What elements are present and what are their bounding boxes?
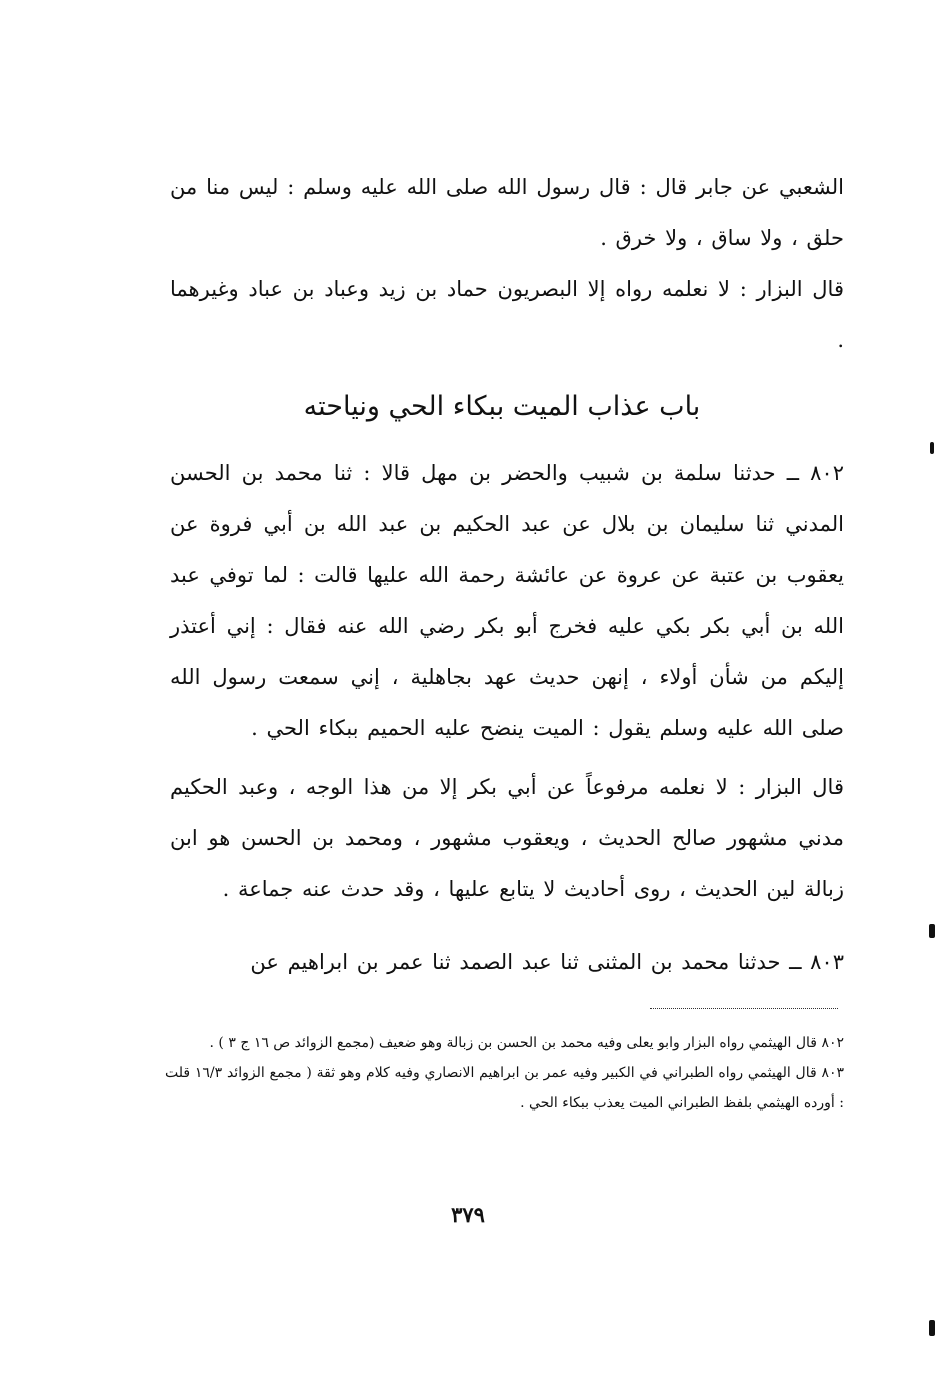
text-block-top xyxy=(170,162,844,366)
paragraph-hadith-803: ٨٠٣ ــ حدثنا محمد بن المثنى ثنا عبد الصمد ثنا عمر بن ابراهيم عن xyxy=(250,950,844,974)
footnote-802: ٨٠٢ قال الهيثمي رواه البزار وابو يعلى وفيه محمد بن الحسن بن زبالة وهو ضعيف (مجمع الزوائد ص ١٦ ج ٣ ) . xyxy=(209,1035,844,1051)
margin-mark-2 xyxy=(929,924,935,938)
page-number: ٣٧٩ xyxy=(451,1202,485,1227)
margin-mark-1 xyxy=(930,442,934,454)
paragraph-hadith-802: ٨٠٢ ــ حدثنا سلمة بن شبيب والحضر بن مهل قالا : ثنا محمد بن الحسن المدني ثنا سليمان بن بلال عن عبد الحكيم بن عبد الله بن أبي فروة عن يعقوب بن عتبة عن عروة عن عائشة رحمة الله عليها قالت : لما توفي عبد الله بن أبي بكر بكي عليه فخرج أبو بكر رضي الله عنه فقال : إني أعتذر إليكم من شأن أولاء ، إنهن حديث عهد بجاهلية ، إني سمعت رسول الله صلى الله عليه وسلم يقول : الميت ينضح عليه الحميم ببكاء الحي . xyxy=(170,461,844,740)
footnotes xyxy=(165,1028,844,1118)
footnote-divider xyxy=(650,1008,838,1009)
text-block-middle xyxy=(170,448,844,988)
paragraph-bazzar-note-1: قال البزار : لا نعلمه رواه إلا البصريون حماد بن زيد وعباد بن عباد وغيرهما . xyxy=(170,277,844,352)
footnote-803: ٨٠٣ قال الهيثمي رواه الطبراني في الكبير وفيه عمر بن ابراهيم الانصاري وفيه كلام وهو ثقة ( مجمع الزوائد ١٦/٣ قلت : أورده الهيثمي بلفظ الطبراني الميت يعذب ببكاء الحي . xyxy=(165,1065,844,1111)
chapter-heading: باب عذاب الميت ببكاء الحي ونياحته xyxy=(303,391,701,422)
paragraph-bazzar-note-2: قال البزار : لا نعلمه مرفوعاً عن أبي بكر إلا من هذا الوجه ، وعبد الحكيم مدني مشهور صالح الحديث ، ويعقوب مشهور ، ومحمد بن الحسن هو ابن زبالة لين الحديث ، روى أحاديث لا يتابع عليها ، وقد حدث عنه جماعة . xyxy=(170,775,844,901)
margin-mark-3 xyxy=(929,1320,935,1336)
paragraph-shabi-hadith: الشعبي عن جابر قال : قال رسول الله صلى الله عليه وسلم : ليس منا من حلق ، ولا ساق ، ولا خرق . xyxy=(170,175,844,250)
